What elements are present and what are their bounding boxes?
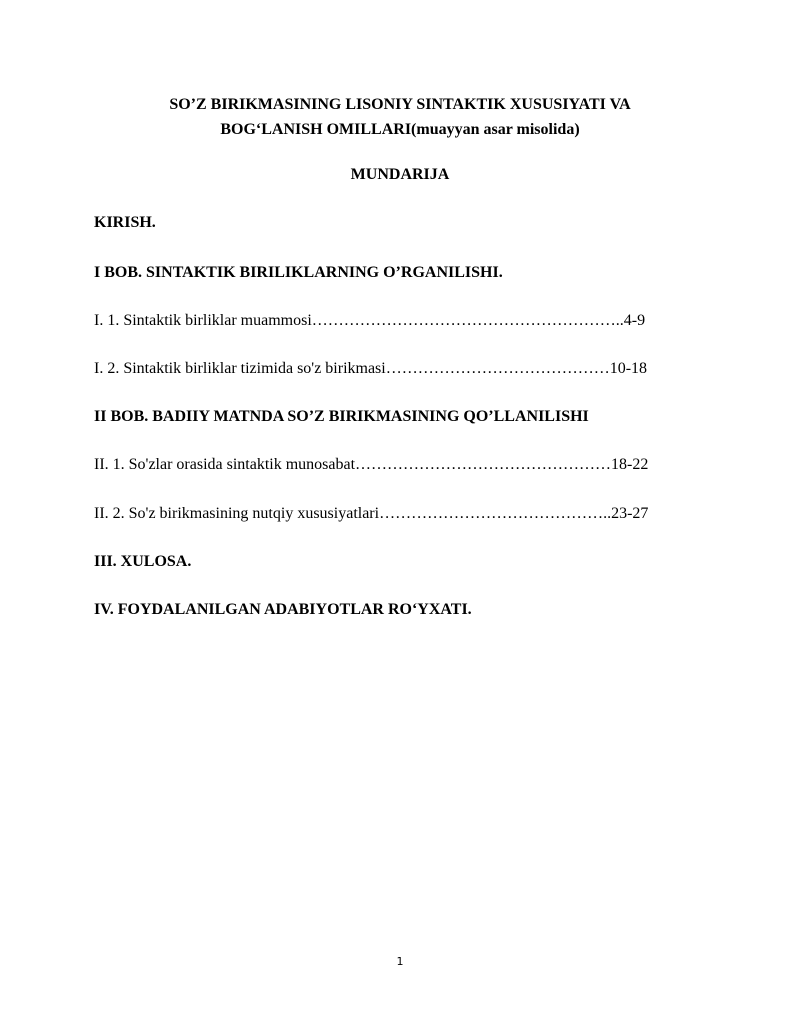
- contents-heading: MUNDARIJA: [350, 166, 450, 183]
- toc-entry-section-1-2: I. 2. Sintaktik birliklar tizimida so'z birikmasi……………………………………10-18: [94, 360, 648, 377]
- toc-entry-section-2-1: II. 1. So'zlar orasida sintaktik munosabat…………………………………………18-22: [94, 456, 649, 473]
- toc-entry-chapter-2: II BOB. BADIIY MATNDA SO’Z BIRIKMASINING QO’LLANILISHI: [94, 408, 589, 425]
- toc-entry-section-1-1: I. 1. Sintaktik birliklar muammosi…………………………………………………..4-9: [94, 312, 646, 329]
- toc-entry-chapter-1: I BOB. SINTAKTIK BIRILIKLARNING O’RGANILISHI.: [94, 264, 503, 281]
- document-title: [60, 92, 740, 142]
- title-line-1: SO’Z BIRIKMASINING LISONIY SINTAKTIK XUSUSIYATI VA: [169, 96, 631, 113]
- toc-entry-section-2-2: II. 2. So'z birikmasining nutqiy xususiyatlari……………………………………..23-27: [94, 505, 649, 522]
- title-line-2: BOG‘LANISH OMILLARI(muayyan asar misolida): [220, 121, 580, 138]
- page-number: 1: [396, 955, 404, 968]
- toc-entry-bibliography: IV. FOYDALANILGAN ADABIYOTLAR RO‘YXATI.: [94, 601, 472, 618]
- toc-entry-introduction: KIRISH.: [94, 214, 156, 231]
- toc-entry-conclusion: III. XULOSA.: [94, 553, 192, 570]
